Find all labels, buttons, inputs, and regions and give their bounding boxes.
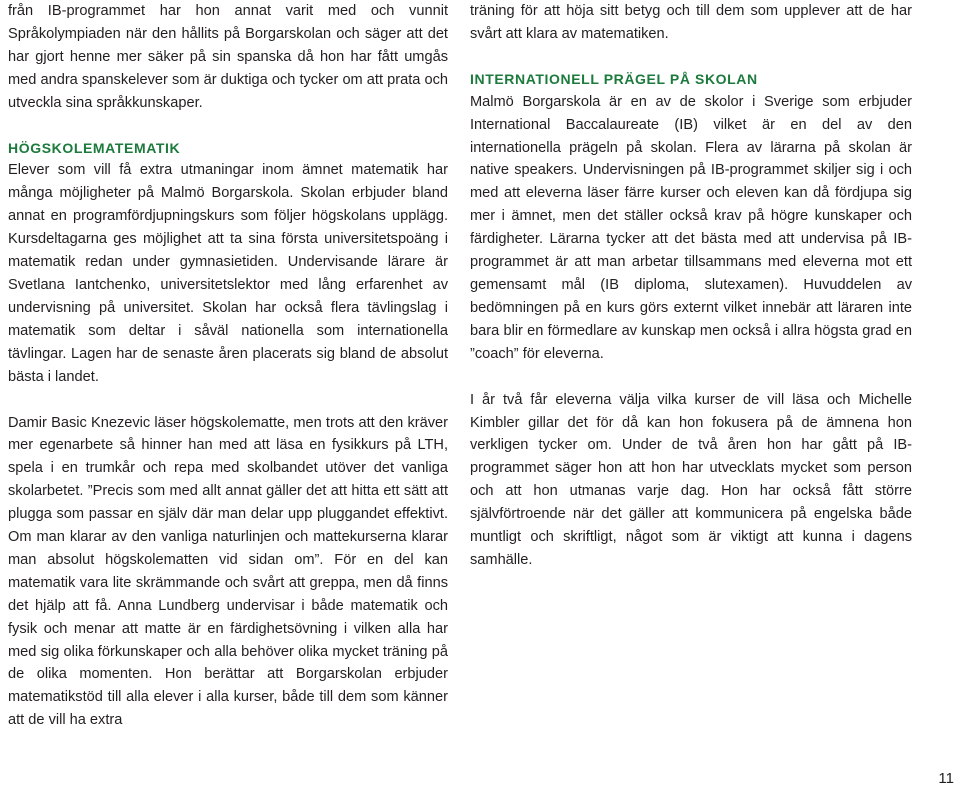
- body-paragraph: Malmö Borgarskola är en av de skolor i Sverige som erbjuder International Baccalaureate (IB) vilket är en del av den internationella prägeln på skolan. Flera av lärarna på skolan är native speakers. Undervisningen på IB-programmet skiljer sig i och med att eleverna läser färre kurser och eleven kan då fördjupa sig mer i ämnet, men det ställer också krav på högre kunskaper och färdigheter. Lärarna tycker att det bästa med att undervisa på IB-programmet är att man arbetar tillsammans med eleverna mot ett gemensamt mål (IB diploma, slutexamen). Huvuddelen av bedömningen på en kurs görs externt vilket innebär att läraren inte bara blir en förmedlare av kunskap men också i allra högsta grad en ”coach” för eleverna.: [470, 93, 912, 362]
- body-paragraph: Damir Basic Knezevic läser högskolematte, men trots att den kräver mer egenarbete så hinner han med att läsa en fysikkurs på LTH, spela i en trumkår och repa med skolbandet utöver det vanliga skolarbetet. ”Precis som med allt annat gäller det att hitta ett sätt att plugga som passar en själv där man delar upp pluggandet effektivt. Om man klarar av den vanliga naturlinjen och mattekurserna klarar man absolut högskolematten vid sidan om”. För en del kan matematik vara lite skrämmande och svårt att greppa, men då finns det hjälp att få. Anna Lundberg undervisar i både matematik och fysik och menar att matte är en färdighetsövning i vilken alla har med sig olika förkunskaper och alla behöver olika mycket träning på de olika momenten. Hon berättar att Borgarskolan erbjuder matematikstöd till alla elever i alla kurser, både till dem som känner att de vill ha extra: [8, 414, 448, 729]
- right-column: [470, 0, 912, 572]
- body-paragraph: träning för att höja sitt betyg och till dem som upplever att de har svårt att klara av matematiken.: [470, 3, 912, 42]
- body-paragraph: I år två får eleverna välja vilka kurser de vill läsa och Michelle Kimbler gillar det för då kan hon fokusera på de ämnena hon verkligen tycker om. Under de två åren hon har gått på IB-programmet säger hon att hon har utvecklats mycket som person och att hon utmanas varje dag. Hon har också fått större självförtroende när det gäller att kommunicera på engelska både muntligt och skriftligt, något som är viktigt att kunna i dagens samhälle.: [470, 391, 912, 568]
- section-heading-internationell-pragel: INTERNATIONELL PRÄGEL PÅ SKOLAN: [470, 70, 758, 87]
- body-paragraph: Elever som vill få extra utmaningar inom ämnet matematik har många möjligheter på Malmö Borgarskola. Skolan erbjuder bland annat en programfördjupningskurs som följer högskolans upplägg. Kursdeltagarna ges möjlighet att ta sina första universitetspoäng i matematik redan under gymnasietiden. Undervisande lärare är Svetlana Iantchenko, universitetslektor med lång erfarenhet av undervisning på universitet. Skolan har också flera tävlingslag i matematik som deltar i såväl nationella som internationella tävlingar. Lagen har de senaste åren placerats sig bland de absolut bästa i landet.: [8, 162, 448, 385]
- page-number: 11: [938, 770, 954, 787]
- section-heading-hogskolematematik: HÖGSKOLEMATEMATIK: [8, 139, 181, 156]
- left-column: [8, 0, 448, 732]
- body-paragraph: från IB-programmet har hon annat varit med och vunnit Språkolympiaden när den hållits på Borgarskolan och säger att det har gjort henne mer säker på sin spanska då hon har fått umgås med andra spanskelever som är duktiga och tycker om att prata och utveckla sina språkkunskaper.: [8, 3, 448, 111]
